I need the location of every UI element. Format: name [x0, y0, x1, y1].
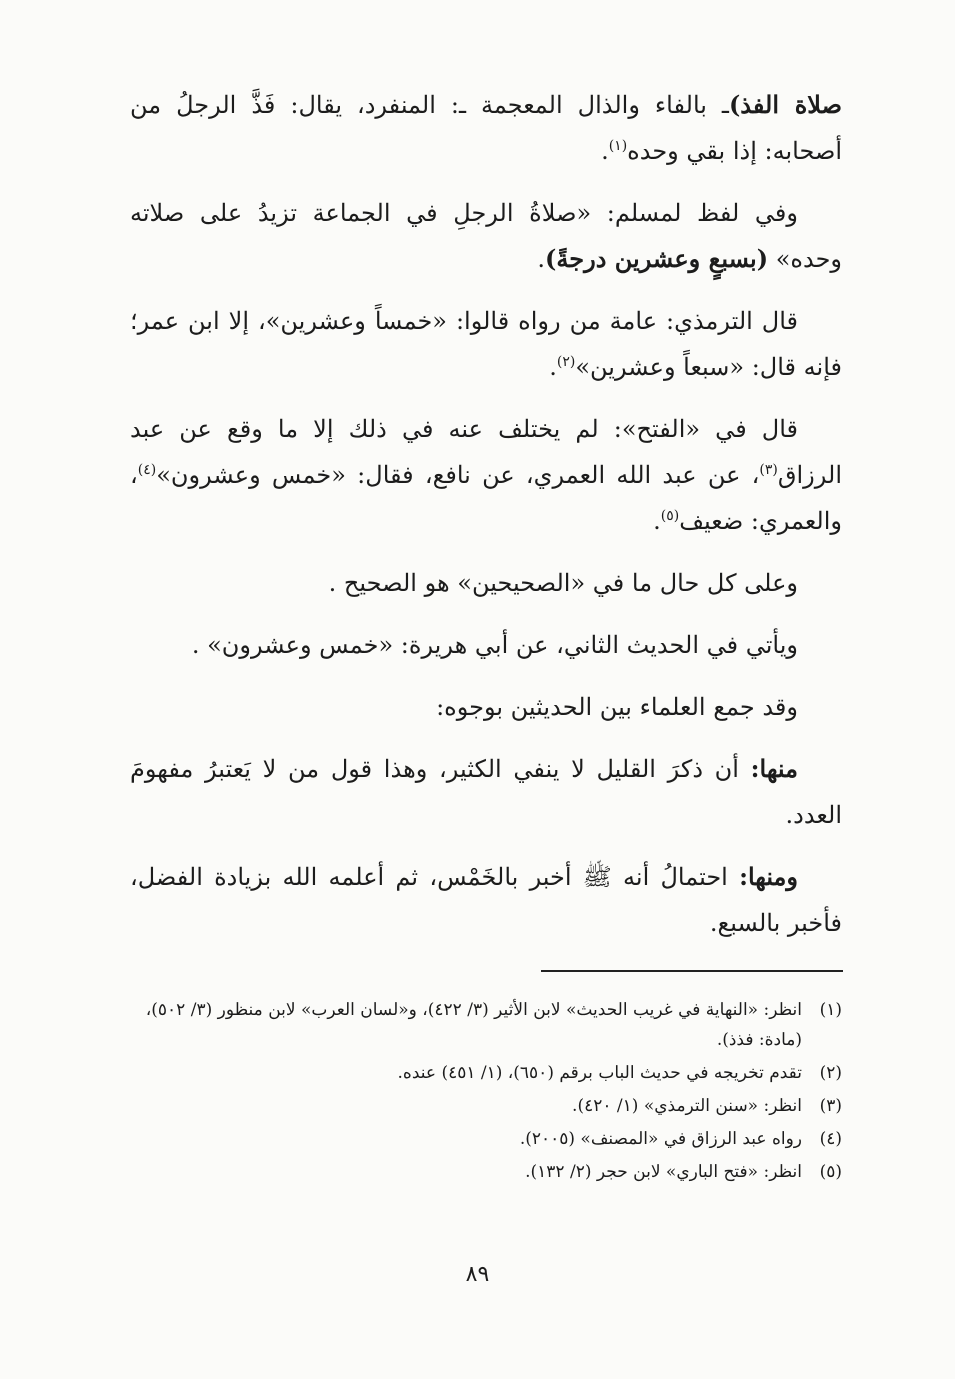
paragraph-muslim: وفي لفظ لمسلم: «صلاةُ الرجلِ في الجماعة تزيدُ على صلاته وحده» (بسبعٍ وعشرين درجةً).	[130, 199, 842, 273]
lead-word: ومنها:	[739, 862, 798, 891]
paragraph-sahihayn	[130, 560, 842, 606]
footnote-text: انظر: «فتح الباري» لابن حجر (٢/ ١٣٢).	[525, 1162, 802, 1182]
paragraph-minha-1	[130, 746, 842, 838]
footnotes	[130, 995, 842, 1190]
paragraph-text: وفي لفظ لمسلم: «صلاةُ الرجلِ في الجماعة تزيدُ على صلاته وحده»	[130, 199, 842, 273]
footnote-number: (٢)	[819, 1063, 842, 1083]
paragraph-text: احتمالُ أنه ﷺ أخبر بالخَمْس، ثم أعلمه الله بزيادة الفضل، فأخبر بالسبع.	[130, 863, 842, 937]
footnote-text: انظر: «النهاية في غريب الحديث» لابن الأثير (٣/ ٤٢٢)، و«لسان العرب» لابن منظور (٣/ ٥٠٢)، (مادة: فذذ).	[145, 1000, 802, 1050]
page-number: ٨٩	[465, 1262, 490, 1287]
footnote-text: انظر: «سنن الترمذي» (١/ ٤٢٠).	[572, 1096, 802, 1116]
footnote-1	[130, 995, 842, 1055]
paragraph-tirmidhi: قال الترمذي: عامة من رواه قالوا: «خمساً وعشرين»، إلا ابن عمر؛ فإنه قال: «سبعاً وعشرين»$^{(٢)}$.	[130, 307, 842, 381]
bold-phrase: (بسبعٍ وعشرين درجةً)	[545, 244, 769, 273]
paragraph-text: قال في «الفتح»: لم يختلف عنه في ذلك إلا ما وقع عن عبد الرزاق	[130, 415, 842, 489]
paragraph-text: وقد جمع العلماء بين الحديثين بوجوه:	[436, 693, 798, 721]
paragraph-abu-hurayra	[130, 622, 842, 668]
footnote-ref-3[interactable]: (٣)	[759, 462, 778, 478]
paragraph-text: قال الترمذي: عامة من رواه قالوا: «خمساً وعشرين»، إلا ابن عمر؛ فإنه قال: «سبعاً وعشرين»	[130, 307, 842, 381]
footnote-4	[130, 1124, 842, 1154]
footnote-text: رواه عبد الرزاق في «المصنف» (٢٠٠٥).	[519, 1129, 802, 1149]
footnote-number: (٥)	[819, 1162, 842, 1182]
footnote-3	[130, 1091, 842, 1121]
footnote-ref-4[interactable]: (٤)	[137, 462, 157, 478]
footnote-5	[130, 1157, 842, 1187]
footnote-ref-2[interactable]: (٢)	[556, 354, 576, 370]
main-text	[130, 82, 842, 962]
footnote-number: (١)	[819, 1000, 842, 1020]
paragraph-text: وعلى كل حال ما في «الصحيحين» هو الصحيح .	[328, 569, 798, 597]
paragraph-minha-2	[130, 854, 842, 946]
paragraph-text: أن ذكرَ القليل لا ينفي الكثير، وهذا قول من لا يَعتبرُ مفهومَ العدد.	[130, 755, 842, 829]
footnote-ref-5[interactable]: (٥)	[660, 508, 680, 524]
footnote-ref-1[interactable]: (١)	[608, 138, 628, 154]
footnote-text: تقدم تخريجه في حديث الباب برقم (٦٥٠)، (١/ ٤٥١) عنده.	[397, 1063, 802, 1083]
lead-word: منها:	[750, 754, 798, 783]
paragraph-fath: قال في «الفتح»: لم يختلف عنه في ذلك إلا ما وقع عن عبد الرزاق$^{(٣)}$، عن عبد الله العمري، عن نافع، فقال: «خمس وعشرون»$^{(٤)}$، والعمري: ضعيف$^{(٥)}$.	[130, 415, 842, 535]
footnote-divider	[541, 970, 843, 972]
paragraph-text: ويأتي في الحديث الثاني، عن أبي هريرة: «خمس وعشرون» .	[191, 631, 798, 659]
paragraph-fadh: صلاة الفذ)ـ بالفاء والذال المعجمة ـ: المنفرد، يقال: فَذَّ الرجلُ من أصحابه: إذا بقي وحده$^{(١)}$.	[130, 90, 843, 165]
footnote-2	[130, 1058, 842, 1088]
term-salat-al-fadh: صلاة الفذ)	[728, 90, 843, 119]
footnote-number: (٤)	[819, 1129, 842, 1149]
footnote-number: (٣)	[819, 1096, 842, 1116]
paragraph-text: ـ بالفاء والذال المعجمة ـ: المنفرد، يقال: فَذَّ الرجلُ من أصحابه: إذا بقي وحده	[130, 91, 842, 165]
paragraph-jam	[130, 684, 842, 730]
